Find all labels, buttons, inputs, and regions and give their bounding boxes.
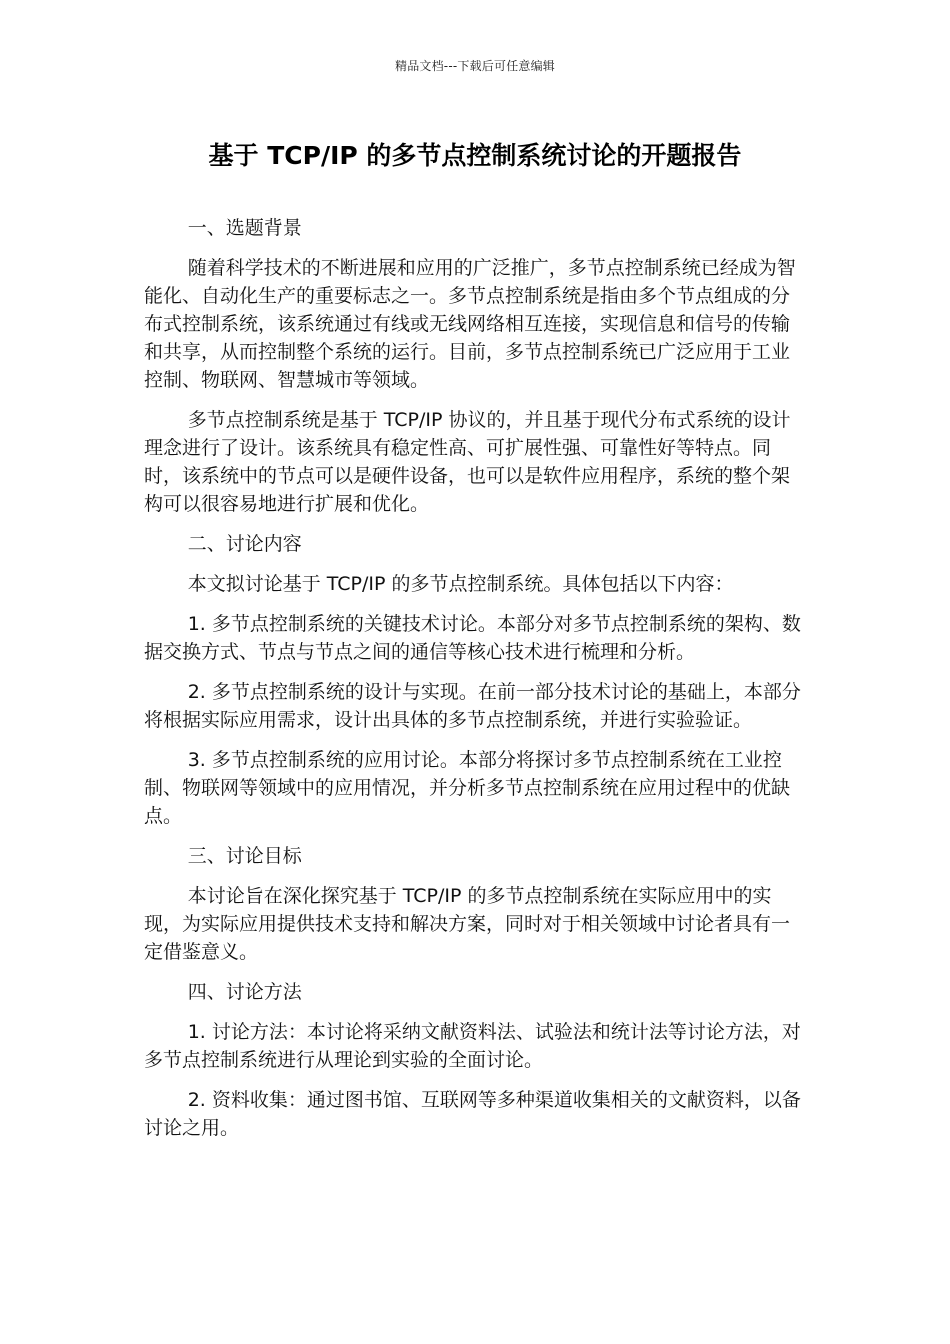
paragraph: 本讨论旨在深化探究基于 TCP/IP 的多节点控制系统在实际应用中的实现，为实际应用提供技术支持和解决方案，同时对于相关领域中讨论者具有一定借鉴意义。 (144, 885, 791, 963)
section-heading-methods: 四、讨论方法 (187, 981, 302, 1003)
list-item: 2. 资料收集：通过图书馆、互联网等多种渠道收集相关的文献资料，以备讨论之用。 (144, 1089, 801, 1139)
document-title: 基于 TCP/IP 的多节点控制系统讨论的开题报告 (208, 141, 742, 170)
list-item: 2. 多节点控制系统的设计与实现。在前一部分技术讨论的基础上，本部分将根据实际应用需求，设计出具体的多节点控制系统，并进行实验验证。 (144, 681, 801, 731)
section-heading-background: 一、选题背景 (187, 217, 302, 239)
paragraph: 本文拟讨论基于 TCP/IP 的多节点控制系统。具体包括以下内容： (187, 573, 734, 595)
list-item: 1. 讨论方法：本讨论将采纳文献资料法、试验法和统计法等讨论方法，对多节点控制系统进行从理论到实验的全面讨论。 (144, 1021, 801, 1071)
list-item: 1. 多节点控制系统的关键技术讨论。本部分对多节点控制系统的架构、数据交换方式、节点与节点之间的通信等核心技术进行梳理和分析。 (144, 613, 801, 663)
header-note: 精品文档---下载后可任意编辑 (395, 59, 555, 73)
document-body (144, 214, 806, 1154)
list-item: 3. 多节点控制系统的应用讨论。本部分将探讨多节点控制系统在工业控制、物联网等领域中的应用情况，并分析多节点控制系统在应用过程中的优缺点。 (144, 749, 791, 827)
section-heading-goals: 三、讨论目标 (187, 845, 302, 867)
paragraph: 随着科学技术的不断进展和应用的广泛推广，多节点控制系统已经成为智能化、自动化生产的重要标志之一。多节点控制系统是指由多个节点组成的分布式控制系统，该系统通过有线或无线网络相互连接，实现信息和信号的传输和共享，从而控制整个系统的运行。目前，多节点控制系统已广泛应用于工业控制、物联网、智慧城市等领域。 (144, 257, 796, 391)
section-heading-content: 二、讨论内容 (187, 533, 302, 555)
paragraph: 多节点控制系统是基于 TCP/IP 协议的，并且基于现代分布式系统的设计理念进行了设计。该系统具有稳定性高、可扩展性强、可靠性好等特点。同时，该系统中的节点可以是硬件设备，也可以是软件应用程序，系统的整个架构可以很容易地进行扩展和优化。 (144, 409, 791, 515)
